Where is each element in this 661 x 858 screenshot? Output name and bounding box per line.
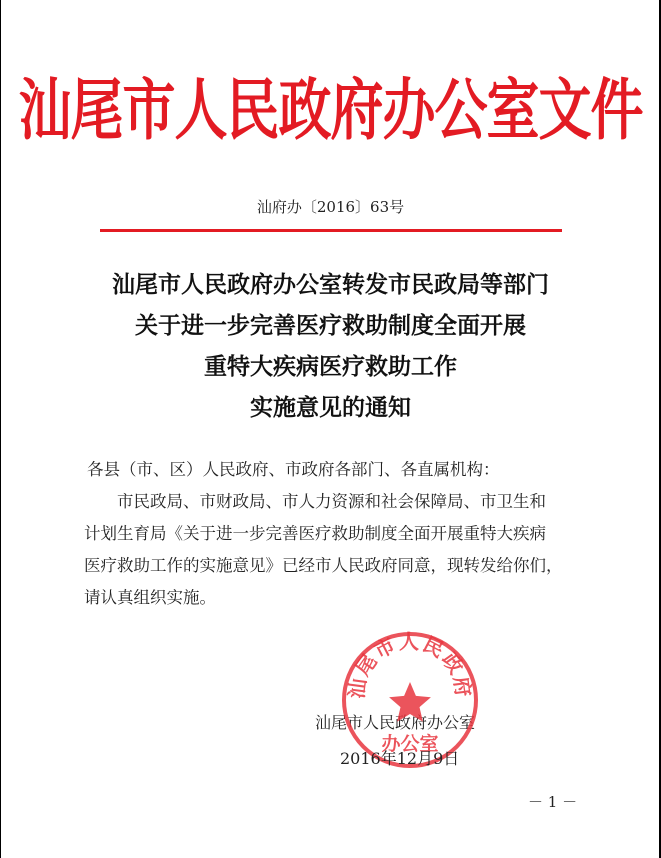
body-paragraph (84, 486, 584, 614)
red-divider-line (100, 229, 562, 232)
title-line: 关于进一步完善医疗救助制度全面开展 (135, 312, 526, 339)
body-line: 计划生育局《关于进一步完善医疗救助制度全面开展重特大疾病 (84, 524, 546, 543)
issue-date: 2016年12月9日 (340, 749, 460, 768)
issuer-name: 汕尾市人民政府办公室 (315, 713, 476, 732)
seal-arc-text: 汕尾市人民政府 (344, 630, 476, 701)
body-line: 请认真组织实施。 (84, 588, 216, 607)
document-header-title: 汕尾市人民政府办公室文件 (18, 71, 643, 150)
seal-bottom-text: 办公室 (381, 733, 439, 755)
body-line: 医疗救助工作的实施意见》已经市人民政府同意，现转发给你们， (84, 556, 563, 575)
addressee-line: 各县（市、区）人民政府、市政府各部门、各直属机构： (87, 460, 500, 479)
title-line: 汕尾市人民政府办公室转发市民政局等部门 (112, 271, 549, 298)
body-line: 市民政局、市财政局、市人力资源和社会保障局、市卫生和 (117, 492, 546, 511)
title-line: 重特大疾病医疗救助工作 (204, 353, 457, 380)
title-line: 实施意见的通知 (250, 394, 411, 421)
document-title (0, 264, 661, 428)
page-number: － 1 － (528, 793, 578, 811)
document-number: 汕府办〔2016〕63号 (256, 198, 405, 216)
